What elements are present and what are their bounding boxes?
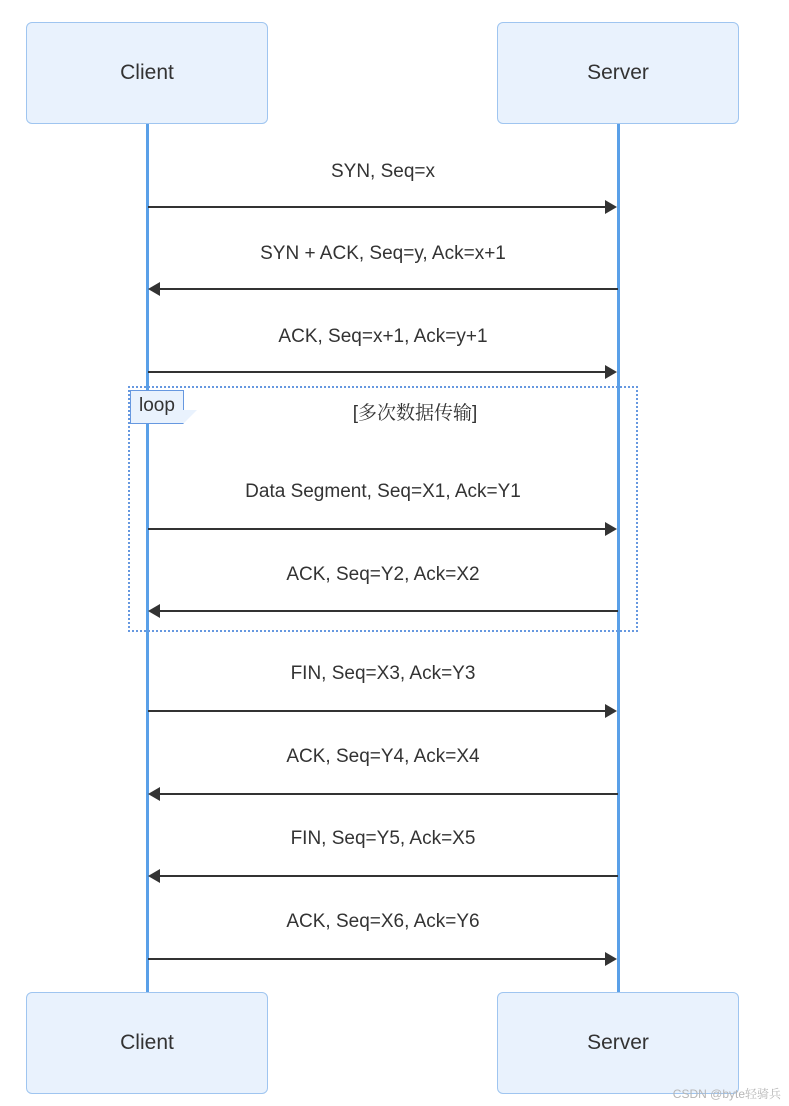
message-label: FIN, Seq=Y5, Ack=X5: [290, 828, 476, 849]
actor-bottom-client: [26, 992, 268, 1094]
arrow-head-right-icon: [605, 704, 617, 718]
loop-title: [多次数据传输]: [352, 403, 478, 424]
message-arrow-line: [158, 793, 618, 795]
message-arrow-line: [148, 371, 608, 373]
message-label: ACK, Seq=Y4, Ack=X4: [286, 746, 480, 767]
message-label: ACK, Seq=x+1, Ack=y+1: [278, 326, 488, 347]
message-arrow-line: [158, 875, 618, 877]
arrow-head-right-icon: [605, 522, 617, 536]
message-arrow-line: [158, 288, 618, 290]
actor-label: Client: [120, 1031, 174, 1054]
arrow-head-right-icon: [605, 952, 617, 966]
actor-label: Server: [587, 61, 649, 84]
message-label: SYN + ACK, Seq=y, Ack=x+1: [260, 243, 506, 264]
watermark: CSDN @byte轻骑兵: [672, 1087, 781, 1101]
message-label: Data Segment, Seq=X1, Ack=Y1: [245, 481, 521, 502]
message-label: ACK, Seq=Y2, Ack=X2: [286, 564, 480, 585]
message-label: FIN, Seq=X3, Ack=Y3: [290, 663, 476, 684]
arrow-head-right-icon: [605, 200, 617, 214]
message-arrow-line: [148, 958, 608, 960]
actor-top-server: [497, 22, 739, 124]
arrow-head-left-icon: [148, 869, 160, 883]
arrow-head-left-icon: [148, 282, 160, 296]
message-arrow-line: [158, 610, 618, 612]
actor-label: Server: [587, 1031, 649, 1054]
message-label: SYN, Seq=x: [330, 161, 436, 182]
loop-tag: [130, 390, 184, 424]
message-label: ACK, Seq=X6, Ack=Y6: [286, 911, 480, 932]
actor-label: Client: [120, 61, 174, 84]
arrow-head-left-icon: [148, 787, 160, 801]
loop-tag-label: loop: [139, 395, 175, 416]
arrow-head-right-icon: [605, 365, 617, 379]
message-arrow-line: [148, 528, 608, 530]
arrow-head-left-icon: [148, 604, 160, 618]
message-arrow-line: [148, 710, 608, 712]
message-arrow-line: [148, 206, 608, 208]
actor-bottom-server: [497, 992, 739, 1094]
actor-top-client: [26, 22, 268, 124]
